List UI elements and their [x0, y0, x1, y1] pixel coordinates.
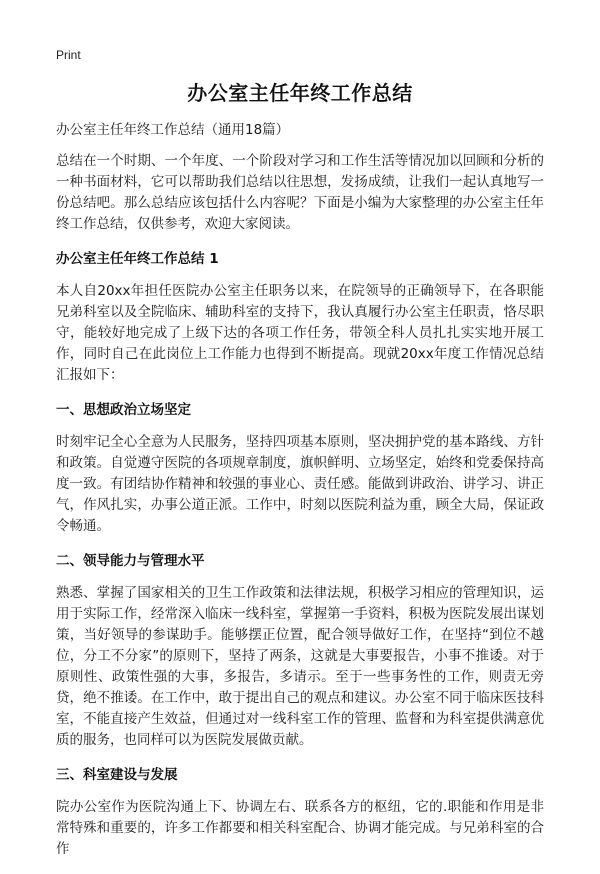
intro-paragraph: 总结在一个时期、一个年度、一个阶段对学习和工作生活等情况加以回顾和分析的一种书面材料，它可以帮助我们总结以往思想，发扬成绩，让我们一起认真地写一份总结吧。那么总结应该包括什么内容呢？下面是小编为大家整理的办公室主任年终工作总结，仅供参考，欢迎大家阅读。 — [56, 153, 544, 232]
document-subtitle: 办公室主任年终工作总结（通用18篇） — [56, 122, 290, 138]
summary-heading: 办公室主任年终工作总结 1 — [56, 251, 219, 267]
section-body-3: 院办公室作为医院沟通上下、协调左右、联系各方的枢纽，它的.职能和作用是非常特殊和重要的，许多工作都要和相关科室配合、协调才能完成。与兄弟科室的合作 — [56, 799, 544, 857]
section-heading-2: 二、领导能力与管理水平 — [56, 553, 205, 569]
document-title: 办公室主任年终工作总结 — [187, 81, 413, 105]
print-link[interactable]: Print — [56, 48, 81, 62]
section-heading-3: 三、科室建设与发展 — [56, 767, 178, 783]
document-body — [56, 120, 544, 874]
summary-intro-paragraph: 本人自20xx年担任医院办公室主任职务以来，在院领导的正确领导下，在各职能兄弟科室以及全院临床、辅助科室的支持下，我认真履行办公室主任职责，恪尽职守，能较好地完成了上级下达的各项工作任务，带领全科人员扎扎实实地开展工作，同时自己在此岗位上工作能力也得到不断提高。现就20xx年度工作情况总结汇报如下： — [56, 283, 544, 383]
section-heading-1: 一、思想政治立场坚定 — [56, 402, 191, 418]
section-body-1: 时刻牢记全心全意为人民服务，坚持四项基本原则，坚决拥护党的基本路线、方针和政策。自觉遵守医院的各项规章制度，旗帜鲜明、立场坚定，始终和党委保持高度一致。有团结协作精神和较强的事业心、责任感。能做到讲政治、讲学习、讲正气，作风扎实，办事公道正派。工作中，时刻以医院利益为重，顾全大局，保证政令畅通。 — [56, 434, 544, 534]
section-body-2: 熟悉、掌握了国家相关的卫生工作政策和法律法规，积极学习相应的管理知识，运用于实际工作，经常深入临床一线科室，掌握第一手资料，积极为医院发展出谋划策，当好领导的参谋助手。能够摆正位置，配合领导做好工作，在坚持“到位不越位，分工不分家”的原则下，坚持了两条，这就是大事要报告，小事不推诿。对于原则性、政策性强的大事，多报告，多请示。至于一些事务性的工作，则责无旁贷，绝不推诿。在工作中，敢于提出自己的观点和建议。办公室不同于临床医技科室，不能直接产生效益，但通过对一线科室工作的管理、监督和为科室提供满意优质的服务，也同样可以为医院发展做贡献。 — [56, 585, 544, 748]
